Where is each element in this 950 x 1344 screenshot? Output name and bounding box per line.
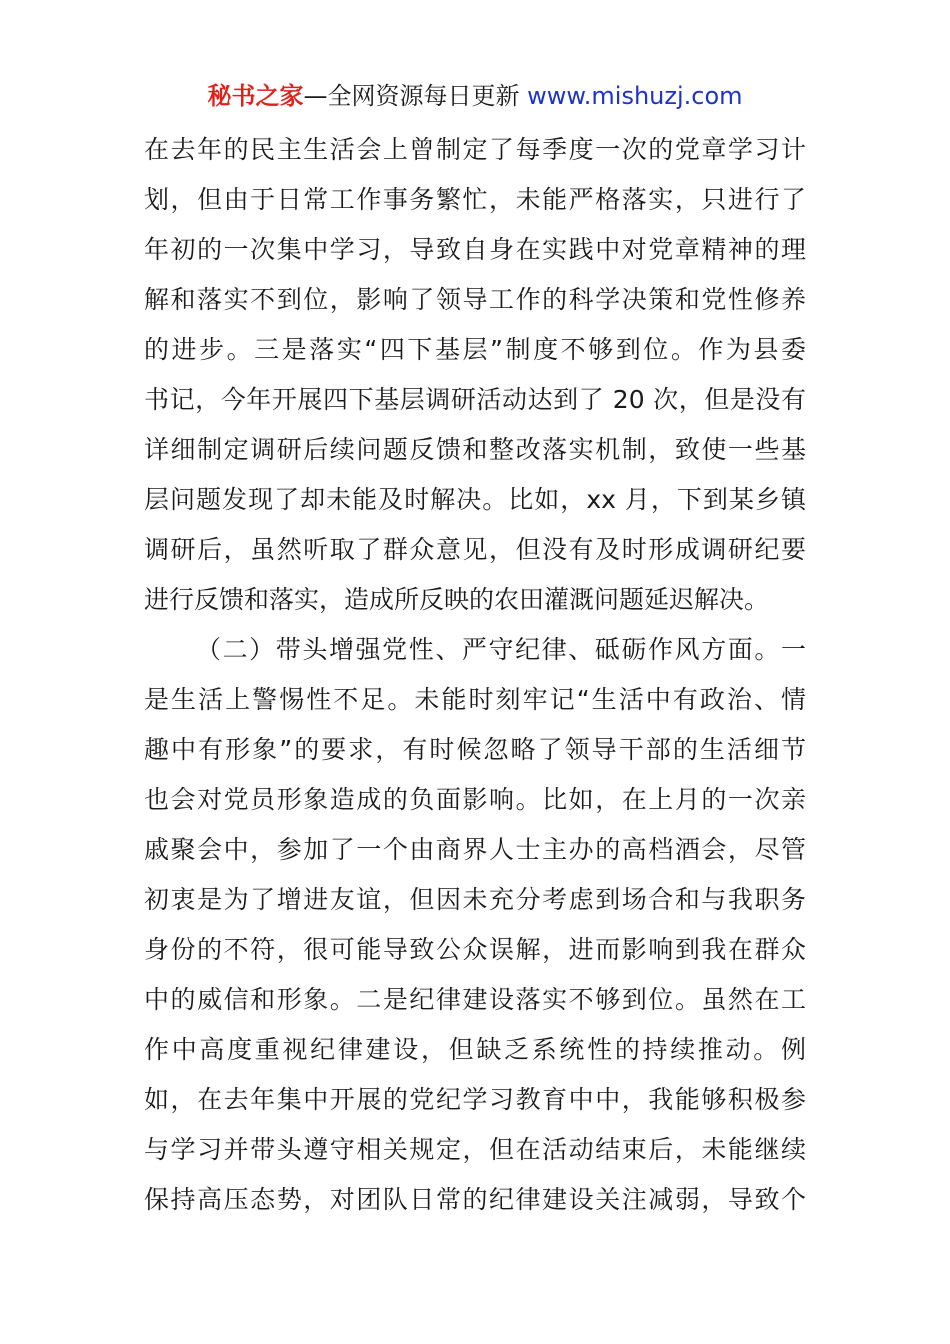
text-line: 层问题发现了却未能及时解决。比如，xx 月，下到某乡镇 xyxy=(144,485,806,514)
text-line: 戚聚会中，参加了一个由商界人士主办的高档酒会，尽管 xyxy=(144,835,806,864)
text-line: 作中高度重视纪律建设，但缺乏系统性的持续推动。例 xyxy=(144,1035,806,1064)
text-line: 在去年的民主生活会上曾制定了每季度一次的党章学习计 xyxy=(144,135,806,164)
header-tagline: —全网资源每日更新 xyxy=(303,82,528,110)
page-header xyxy=(0,79,950,113)
text-line: 书记，今年开展四下基层调研活动达到了 20 次，但是没有 xyxy=(144,385,806,414)
text-line: 划，但由于日常工作事务繁忙，未能严格落实，只进行了 xyxy=(144,185,806,214)
text-line: 中的威信和形象。二是纪律建设落实不够到位。虽然在工 xyxy=(144,985,806,1014)
text-line: 也会对党员形象造成的负面影响。比如，在上月的一次亲 xyxy=(144,785,806,814)
text-line: 调研后，虽然听取了群众意见，但没有及时形成调研纪要 xyxy=(144,535,806,564)
text-line: 保持高压态势，对团队日常的纪律建设关注减弱，导致个 xyxy=(144,1185,806,1214)
header-url-link[interactable]: www.mishuzj.com xyxy=(527,82,743,110)
text-line: 趣中有形象”的要求，有时候忽略了领导干部的生活细节 xyxy=(144,735,806,764)
section-heading-line: （二）带头增强党性、严守纪律、砥砺作风方面。一 xyxy=(196,635,806,664)
text-line: 初衷是为了增进友谊，但因未充分考虑到场合和与我职务 xyxy=(144,885,806,914)
text-line: 是生活上警惕性不足。未能时刻牢记“生活中有政治、情 xyxy=(144,685,806,714)
text-line: 与学习并带头遵守相关规定，但在活动结束后，未能继续 xyxy=(144,1135,806,1164)
text-line: 身份的不符，很可能导致公众误解，进而影响到我在群众 xyxy=(144,935,806,964)
header-brand: 秘书之家 xyxy=(207,82,304,110)
text-line: 进行反馈和落实，造成所反映的农田灌溉问题延迟解决。 xyxy=(144,585,770,614)
text-line: 详细制定调研后续问题反馈和整改落实机制，致使一些基 xyxy=(144,435,806,464)
text-line: 的进步。三是落实“四下基层”制度不够到位。作为县委 xyxy=(144,335,806,364)
text-line: 年初的一次集中学习，导致自身在实践中对党章精神的理 xyxy=(144,235,806,264)
text-line: 解和落实不到位，影响了领导工作的科学决策和党性修养 xyxy=(144,285,806,314)
text-line: 如，在去年集中开展的党纪学习教育中中，我能够积极参 xyxy=(144,1085,806,1114)
